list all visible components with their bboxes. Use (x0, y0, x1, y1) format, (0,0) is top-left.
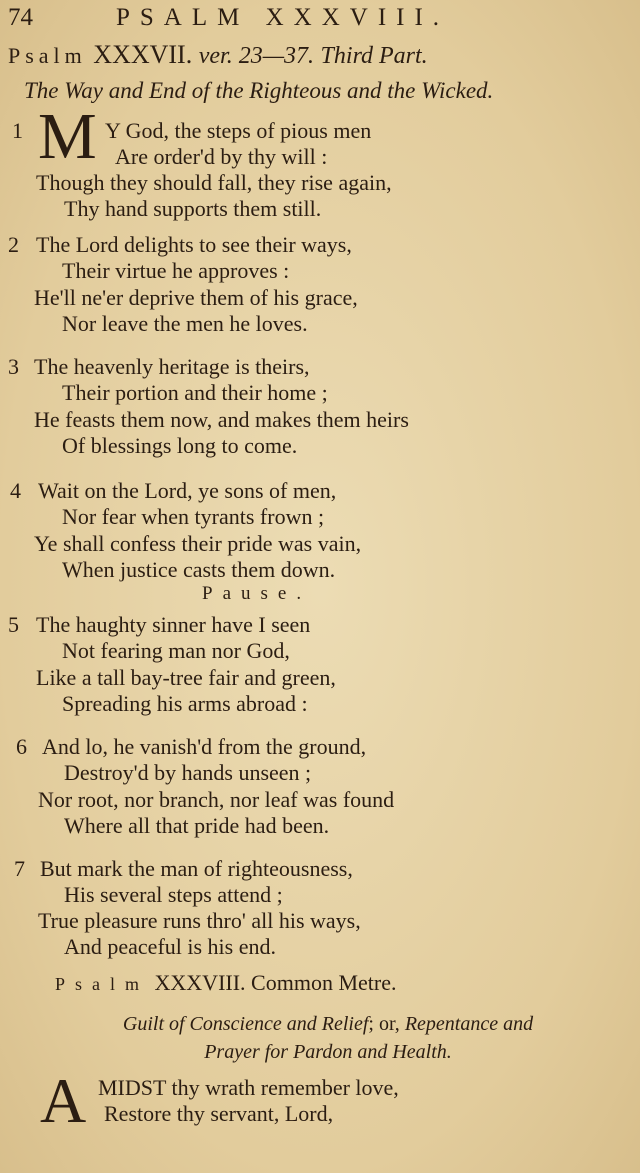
stanza-number: 7 (14, 856, 25, 881)
running-head (8, 2, 628, 34)
verse-line: Though they should fall, they rise again, (36, 170, 392, 195)
page-number: 74 (8, 4, 33, 31)
verse-line: Where all that pride had been. (64, 813, 330, 838)
verse-line: The haughty sinner have I seen (36, 612, 311, 637)
stanza-number: 1 (12, 118, 23, 143)
subtitle-or: ; or, (368, 1013, 400, 1035)
verse-line: Thy hand supports them still. (64, 196, 322, 221)
psalm-subtitle: The Way and End of the Righteous and the Wicked. (24, 78, 494, 103)
verse-line: He feasts them now, and makes them heirs (34, 407, 409, 432)
dropcap: M (38, 100, 97, 173)
verse-line: Spreading his arms abroad : (62, 691, 308, 716)
verse-line: Like a tall bay-tree fair and green, (36, 665, 336, 690)
verse-range: ver. 23—37. (198, 43, 315, 69)
stanza-number: 3 (8, 354, 19, 379)
next-psalm-heading (55, 970, 615, 996)
verse-line: True pleasure runs thro' all his ways, (38, 908, 361, 933)
verse-line: Are order'd by thy will : (115, 144, 328, 169)
stanza-number: 5 (8, 612, 19, 637)
stanza-number: 6 (16, 734, 27, 759)
psalm-label: Psalm (55, 974, 150, 994)
verse-line: And lo, he vanish'd from the ground, (42, 734, 367, 759)
verse-line: His several steps attend ; (64, 882, 283, 907)
psalm-number: XXXVII. (93, 40, 193, 69)
psalm-heading (8, 40, 628, 70)
part-label: Third Part. (320, 43, 428, 69)
stanza-number: 4 (10, 478, 21, 503)
verse-line: Wait on the Lord, ye sons of men, (38, 478, 337, 503)
next-psalm-subtitle (28, 1010, 628, 1066)
pause-label: Pause. (202, 583, 312, 604)
verse-line: But mark the man of righteousness, (40, 856, 353, 881)
running-title: PSALM XXXVIII. (116, 4, 450, 31)
verse-line: Not fearing man nor God, (62, 638, 290, 663)
verse-line: He'll ne'er deprive them of his grace, (34, 285, 358, 310)
verse-line: Of blessings long to come. (62, 433, 298, 458)
verse-line: Their virtue he approves : (62, 258, 290, 283)
verse-line: Restore thy servant, Lord, (104, 1101, 334, 1126)
verse-line: MIDST thy wrath remember love, (98, 1075, 399, 1100)
verse-line: When justice casts them down. (62, 557, 336, 582)
stanza-number: 2 (8, 232, 19, 257)
verse-line: The Lord delights to see their ways, (36, 232, 352, 257)
psalm-number: XXXVIII. (154, 970, 246, 995)
subtitle-part: Repentance and (404, 1013, 534, 1035)
verse-line: Ye shall confess their pride was vain, (34, 531, 362, 556)
dropcap: A (40, 1065, 87, 1136)
verse-line: Destroy'd by hands unseen ; (64, 760, 312, 785)
subtitle-part: Prayer for Pardon and Health. (204, 1041, 452, 1063)
metre-label: Common Metre. (251, 970, 397, 995)
verse-line: Their portion and their home ; (62, 380, 328, 405)
psalm-label: Psalm (8, 43, 87, 68)
verse-line: And peaceful is his end. (64, 934, 276, 959)
verse-line: The heavenly heritage is theirs, (34, 354, 310, 379)
verse-line: Nor leave the men he loves. (62, 311, 308, 336)
verse-line: Nor root, nor branch, nor leaf was found (38, 787, 395, 812)
verse-line: Y God, the steps of pious men (105, 118, 372, 143)
verse-line: Nor fear when tyrants frown ; (62, 504, 325, 529)
subtitle-part: Guilt of Conscience and Relief (122, 1013, 369, 1035)
